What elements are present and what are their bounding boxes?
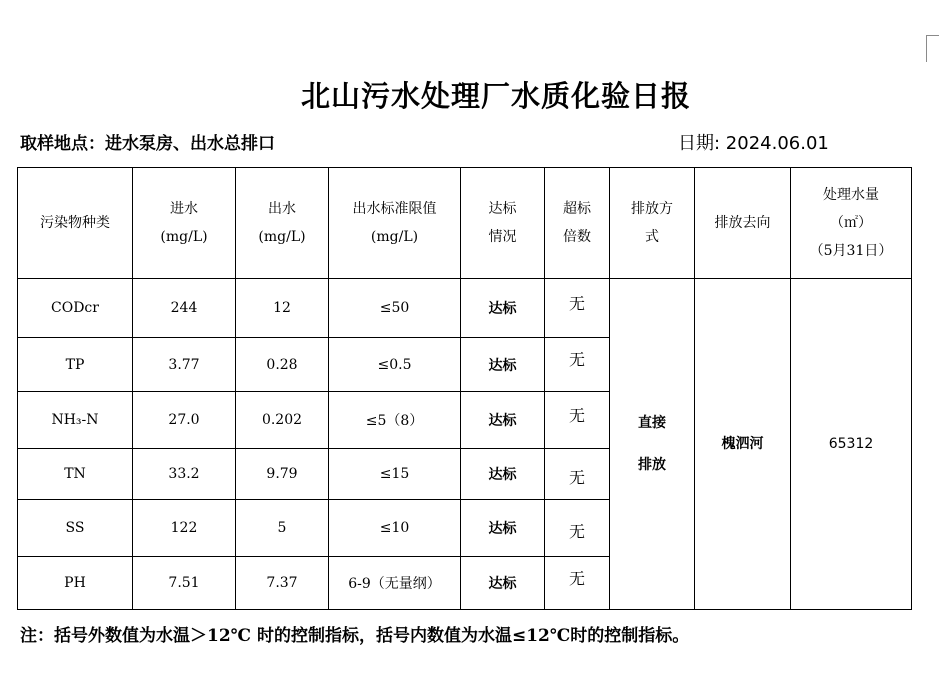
cell-influent: 27.0 xyxy=(133,392,236,449)
cell-exceed: 无 xyxy=(545,557,610,610)
header-pollutant: 污染物种类 xyxy=(18,168,133,279)
cell-pollutant: CODcr xyxy=(18,279,133,338)
cell-influent: 33.2 xyxy=(133,449,236,500)
page-corner-mark xyxy=(926,35,939,62)
cell-pollutant: NH₃-N xyxy=(18,392,133,449)
cell-pollutant: PH xyxy=(18,557,133,610)
cell-exceed: 无 xyxy=(545,449,610,500)
footnote: 注：括号外数值为水温＞12℃ 时的控制指标，括号内数值为水温≤12℃时的控制指标。 xyxy=(20,626,690,646)
cell-influent: 244 xyxy=(133,279,236,338)
table-header-row xyxy=(18,168,912,279)
cell-limit: ≤15 xyxy=(329,449,461,500)
header-exceed: 超标 倍数 xyxy=(545,168,610,279)
sampling-location: 取样地点：进水泵房、出水总排口 xyxy=(20,134,275,154)
report-date: 日期: 2024.06.01 xyxy=(678,133,829,154)
cell-limit: ≤0.5 xyxy=(329,338,461,392)
cell-effluent: 0.28 xyxy=(236,338,329,392)
cell-limit: ≤10 xyxy=(329,500,461,557)
cell-influent: 3.77 xyxy=(133,338,236,392)
cell-pollutant: TP xyxy=(18,338,133,392)
cell-effluent: 7.37 xyxy=(236,557,329,610)
cell-exceed: 无 xyxy=(545,392,610,449)
cell-effluent: 12 xyxy=(236,279,329,338)
header-discharge-mode: 排放方 式 xyxy=(610,168,695,279)
cell-influent: 122 xyxy=(133,500,236,557)
cell-discharge-mode: 直接 排放 xyxy=(610,279,695,610)
header-volume: 处理水量 （㎡） （5月31日） xyxy=(791,168,912,279)
cell-destination: 槐泗河 xyxy=(695,279,791,610)
cell-status: 达标 xyxy=(461,449,545,500)
cell-status: 达标 xyxy=(461,392,545,449)
cell-exceed: 无 xyxy=(545,338,610,392)
header-effluent: 出水 (mg/L) xyxy=(236,168,329,279)
cell-effluent: 5 xyxy=(236,500,329,557)
cell-status: 达标 xyxy=(461,338,545,392)
cell-limit: 6-9（无量纲） xyxy=(329,557,461,610)
cell-status: 达标 xyxy=(461,557,545,610)
cell-effluent: 9.79 xyxy=(236,449,329,500)
cell-exceed: 无 xyxy=(545,279,610,338)
header-status: 达标 情况 xyxy=(461,168,545,279)
cell-status: 达标 xyxy=(461,279,545,338)
header-destination: 排放去向 xyxy=(695,168,791,279)
cell-exceed: 无 xyxy=(545,500,610,557)
cell-limit: ≤50 xyxy=(329,279,461,338)
cell-influent: 7.51 xyxy=(133,557,236,610)
header-influent: 进水 (mg/L) xyxy=(133,168,236,279)
cell-pollutant: TN xyxy=(18,449,133,500)
report-title: 北山污水处理厂水质化验日报 xyxy=(300,79,691,113)
cell-limit: ≤5（8） xyxy=(329,392,461,449)
water-quality-table xyxy=(17,167,912,610)
cell-pollutant: SS xyxy=(18,500,133,557)
cell-effluent: 0.202 xyxy=(236,392,329,449)
header-limit: 出水标准限值 (mg/L) xyxy=(329,168,461,279)
cell-volume: 65312 xyxy=(791,279,912,610)
cell-status: 达标 xyxy=(461,500,545,557)
table-row xyxy=(18,279,912,338)
